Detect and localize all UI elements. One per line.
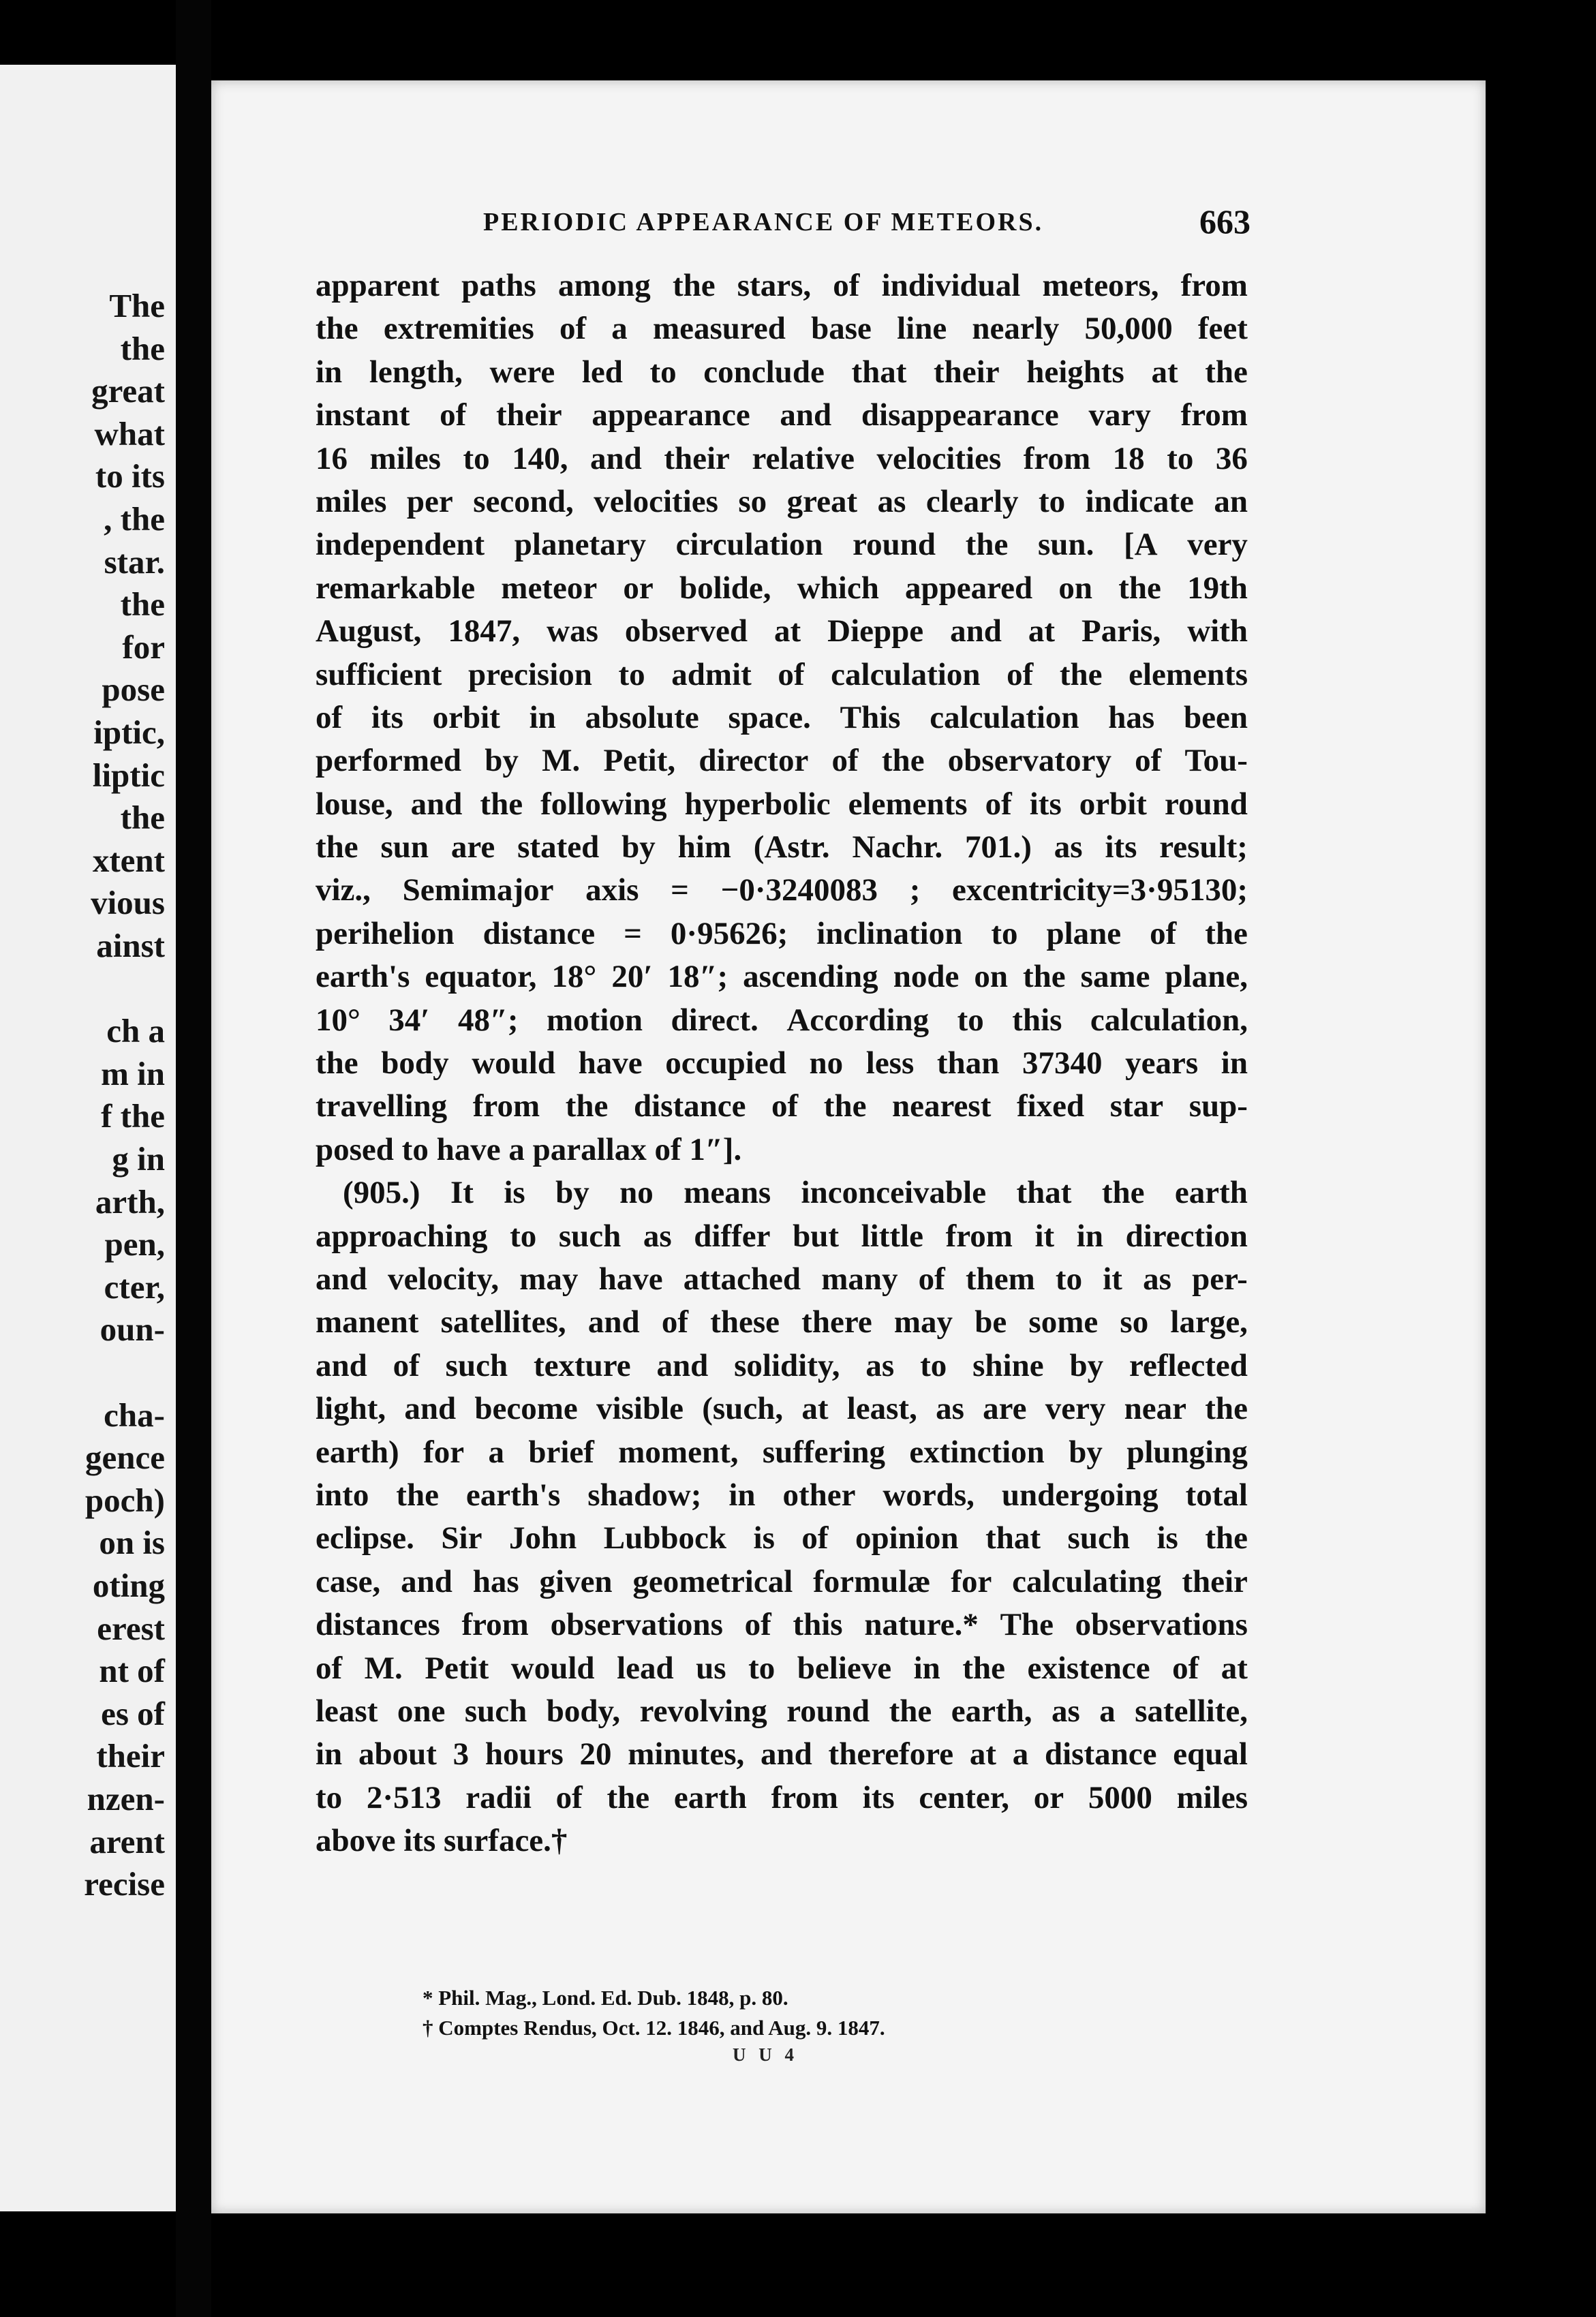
- text-line: to 2·513 radii of the earth from its center, or 5000 miles: [316, 1779, 1248, 1815]
- previous-page-line: poch): [85, 1481, 165, 1519]
- text-line: into the earth's shadow; in other words, undergoing total: [316, 1477, 1248, 1513]
- text-line: approaching to such as differ but little from it in direction: [316, 1218, 1248, 1254]
- footnote: * Phil. Mag., Lond. Ed. Dub. 1848, p. 80.: [423, 1986, 788, 2010]
- previous-page-line: cter,: [104, 1268, 165, 1306]
- previous-page-line: oting: [92, 1567, 165, 1604]
- text-line: the sun are stated by him (Astr. Nachr. 701.) as its result;: [316, 829, 1248, 865]
- previous-page-line: The: [109, 287, 165, 324]
- previous-page-line: g in: [112, 1140, 165, 1178]
- previous-page-line: star.: [104, 542, 165, 581]
- previous-page-line: iptic,: [93, 713, 165, 751]
- text-line: apparent paths among the stars, of individual meteors, from: [316, 268, 1248, 303]
- book-gutter: [176, 0, 211, 2317]
- previous-page-line: to its: [95, 457, 165, 495]
- previous-page-line: nzen-: [87, 1780, 165, 1817]
- text-line: eclipse. Sir John Lubbock is of opinion that such is the: [316, 1520, 1248, 1556]
- footnote: † Comptes Rendus, Oct. 12. 1846, and Aug. 9. 1847.: [423, 2016, 885, 2040]
- previous-page-line: m in: [101, 1054, 165, 1092]
- text-line: in length, were led to conclude that their heights at the: [316, 354, 1248, 390]
- footnotes: [423, 1983, 1104, 2043]
- previous-page-line: oun-: [99, 1310, 165, 1349]
- previous-page-fragment: [0, 65, 176, 2211]
- text-line: and velocity, may have attached many of them to it as per-: [316, 1261, 1248, 1297]
- previous-page-line: es of: [101, 1694, 165, 1732]
- text-line: 10° 34′ 48″; motion direct. According to this calculation,: [316, 1002, 1248, 1038]
- text-line: least one such body, revolving round the earth, as a satellite,: [316, 1693, 1248, 1729]
- previous-page-line: what: [94, 414, 165, 452]
- previous-page-line: their: [96, 1737, 165, 1775]
- text-line: travelling from the distance of the nearest fixed star sup-: [316, 1088, 1248, 1124]
- text-line: earth's equator, 18° 20′ 18″; ascending node on the same plane,: [316, 959, 1248, 995]
- text-line: the extremities of a measured base line nearly 50,000 feet: [316, 311, 1248, 347]
- signature-mark: U U 4: [733, 2044, 798, 2065]
- text-line: distances from observations of this nature.* The observations: [316, 1607, 1248, 1643]
- previous-page-line: f the: [101, 1097, 165, 1135]
- previous-page-line: ch a: [106, 1012, 165, 1050]
- previous-page-line: cha-: [104, 1396, 165, 1434]
- previous-page-line: great: [91, 372, 165, 410]
- previous-page-line: the: [120, 329, 165, 367]
- running-header-title: PERIODIC APPEARANCE OF METEORS.: [483, 208, 1044, 236]
- text-line: in about 3 hours 20 minutes, and therefore at a distance equal: [316, 1736, 1248, 1773]
- text-line: instant of their appearance and disappearance vary from: [316, 397, 1248, 433]
- text-line: of M. Petit would lead us to believe in the existence of at: [316, 1650, 1248, 1686]
- previous-page-line: liptic: [92, 756, 165, 794]
- text-line: perihelion distance = 0·95626; inclination to plane of the: [316, 915, 1248, 951]
- previous-page-line: the: [120, 585, 165, 624]
- previous-page-line: nt of: [99, 1652, 165, 1690]
- previous-page-line: vious: [91, 884, 165, 922]
- text-line: sufficient precision to admit of calculation of the elements: [316, 656, 1248, 692]
- text-line: and of such texture and solidity, as to shine by reflected: [316, 1347, 1248, 1383]
- text-line: viz., Semimajor axis = −0·3240083 ; excentricity=3·95130;: [316, 872, 1248, 908]
- text-line: posed to have a parallax of 1″].: [316, 1131, 742, 1167]
- previous-page-line: , the: [104, 500, 165, 538]
- previous-page-line: gence: [85, 1439, 165, 1477]
- previous-page-line: the: [120, 799, 165, 837]
- running-header: [269, 202, 1250, 249]
- page-number: 663: [1199, 202, 1250, 241]
- previous-page-line: pose: [102, 671, 165, 709]
- text-line: performed by M. Petit, director of the observatory of Tou-: [316, 743, 1248, 779]
- text-line: case, and has given geometrical formulæ for calculating their: [316, 1563, 1248, 1599]
- previous-page-line: xtent: [92, 841, 165, 879]
- text-line: louse, and the following hyperbolic elements of its orbit round: [316, 786, 1248, 822]
- text-line: remarkable meteor or bolide, which appeared on the 19th: [316, 570, 1248, 606]
- previous-page-line: arent: [89, 1822, 165, 1860]
- text-line: of its orbit in absolute space. This calculation has been: [316, 699, 1248, 735]
- scan-background: [1486, 0, 1596, 2317]
- text-line: August, 1847, was observed at Dieppe and at Paris, with: [316, 613, 1248, 649]
- previous-page-line: arth,: [95, 1182, 165, 1221]
- text-line: independent planetary circulation round the sun. [A very: [316, 527, 1248, 563]
- previous-page-line: on is: [99, 1524, 165, 1562]
- text-line: miles per second, velocities so great as clearly to indicate an: [316, 483, 1248, 519]
- text-line: (905.) It is by no means inconceivable that the earth: [343, 1175, 1248, 1211]
- text-line: above its surface.†: [316, 1823, 568, 1859]
- text-line: earth) for a brief moment, suffering extinction by plunging: [316, 1434, 1248, 1470]
- previous-page-line: for: [122, 628, 165, 666]
- previous-page-line: pen,: [104, 1225, 165, 1263]
- previous-page-line: recise: [84, 1865, 165, 1903]
- text-line: manent satellites, and of these there may be some so large,: [316, 1304, 1248, 1340]
- text-line: 16 miles to 140, and their relative velocities from 18 to 36: [316, 440, 1248, 476]
- previous-page-line: ainst: [96, 927, 165, 964]
- text-line: the body would have occupied no less than 37340 years in: [316, 1045, 1248, 1081]
- body-text: [316, 264, 1248, 1968]
- text-line: light, and become visible (such, at least, as are very near the: [316, 1391, 1248, 1427]
- previous-page-line: erest: [97, 1609, 165, 1647]
